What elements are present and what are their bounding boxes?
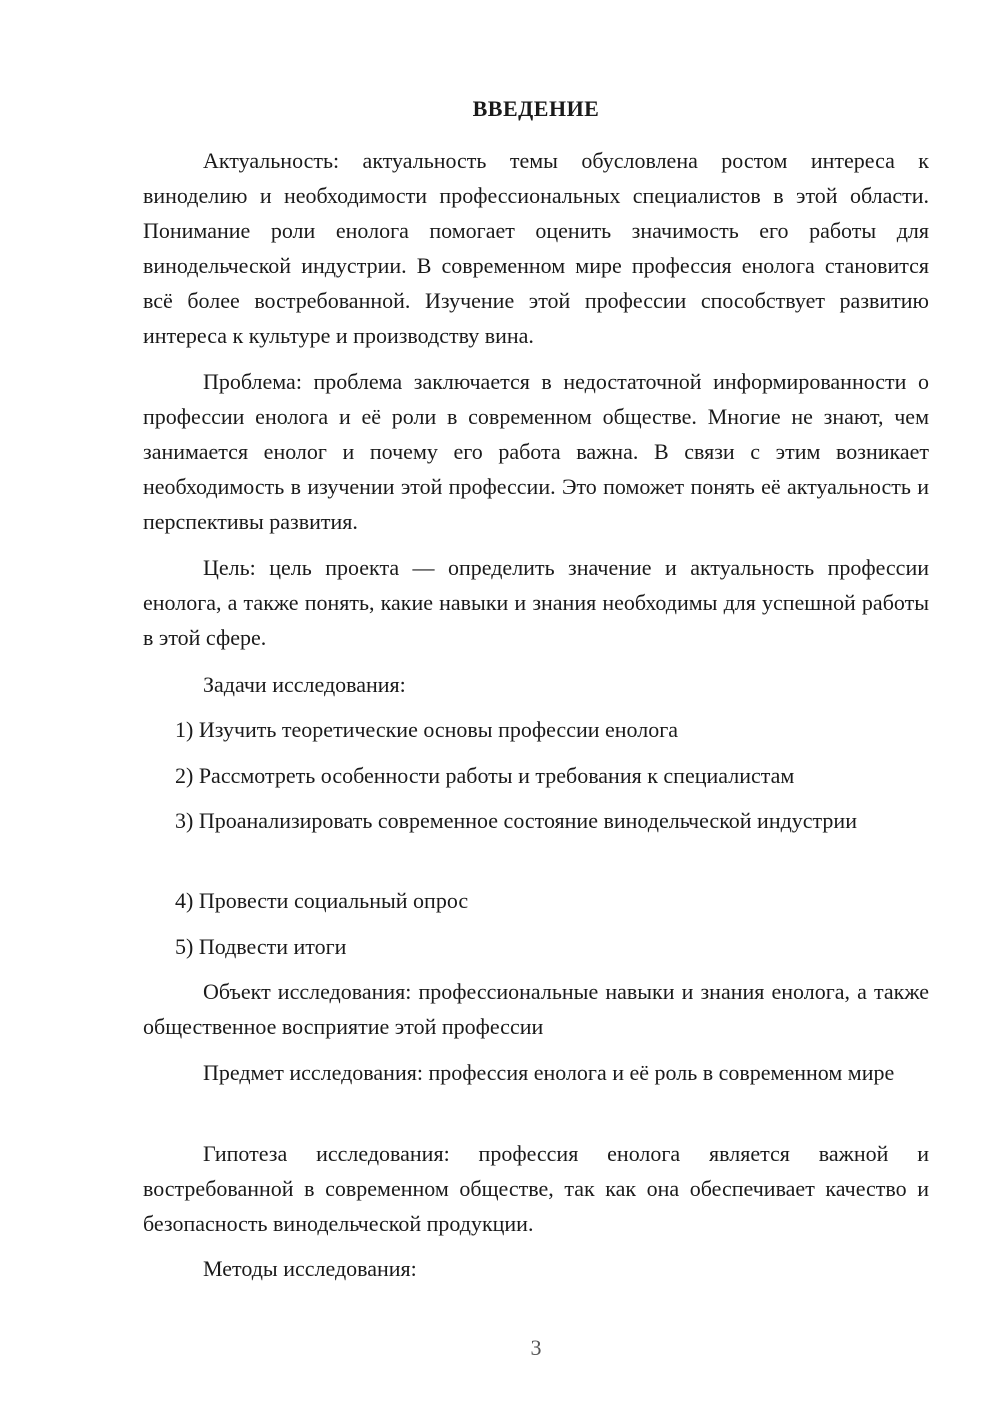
task-item-2: 2) Рассмотреть особенности работы и требования к специалистам	[175, 763, 795, 788]
problem-paragraph: Проблема: проблема заключается в недостаточной информированности о профессии енолога и её роли в современном обществе. Многие не знают, чем занимается енолог и почему его работа важна. В связи с этим возникает необходимость в изучении этой профессии. Это поможет понять её актуальность и перспективы развития.	[143, 369, 929, 534]
subject-paragraph: Предмет исследования: профессия енолога и её роль в современном мире	[203, 1060, 895, 1085]
hypothesis-paragraph: Гипотеза исследования: профессия енолога является важной и востребованной в современном обществе, так как она обеспечивает качество и безопасность винодельческой продукции.	[143, 1141, 929, 1236]
methods-label: Методы исследования:	[203, 1256, 417, 1281]
task-item-3: 3) Проанализировать современное состояние винодельческой индустрии	[175, 808, 857, 833]
task-item-4: 4) Провести социальный опрос	[175, 888, 469, 913]
object-paragraph: Объект исследования: профессиональные навыки и знания енолога, а также общественное восприятие этой профессии	[143, 979, 929, 1039]
relevance-paragraph: Актуальность: актуальность темы обусловлена ростом интереса к виноделию и необходимости профессиональных специалистов в этой области. Понимание роли енолога помогает оценить значимость его работы для винодельческой индустрии. В современном мире профессия енолога становится всё более востребованной. Изучение этой профессии способствует развитию интереса к культуре и производству вина.	[143, 148, 929, 348]
task-item-5: 5) Подвести итоги	[175, 934, 347, 959]
tasks-label: Задачи исследования:	[203, 672, 406, 697]
section-heading: ВВЕДЕНИЕ	[472, 96, 600, 121]
task-item-1: 1) Изучить теоретические основы профессии енолога	[175, 717, 679, 742]
page-number: 3	[530, 1335, 542, 1360]
goal-paragraph: Цель: цель проекта — определить значение и актуальность профессии енолога, а также понять, какие навыки и знания необходимы для успешной работы в этой сфере.	[143, 555, 929, 650]
